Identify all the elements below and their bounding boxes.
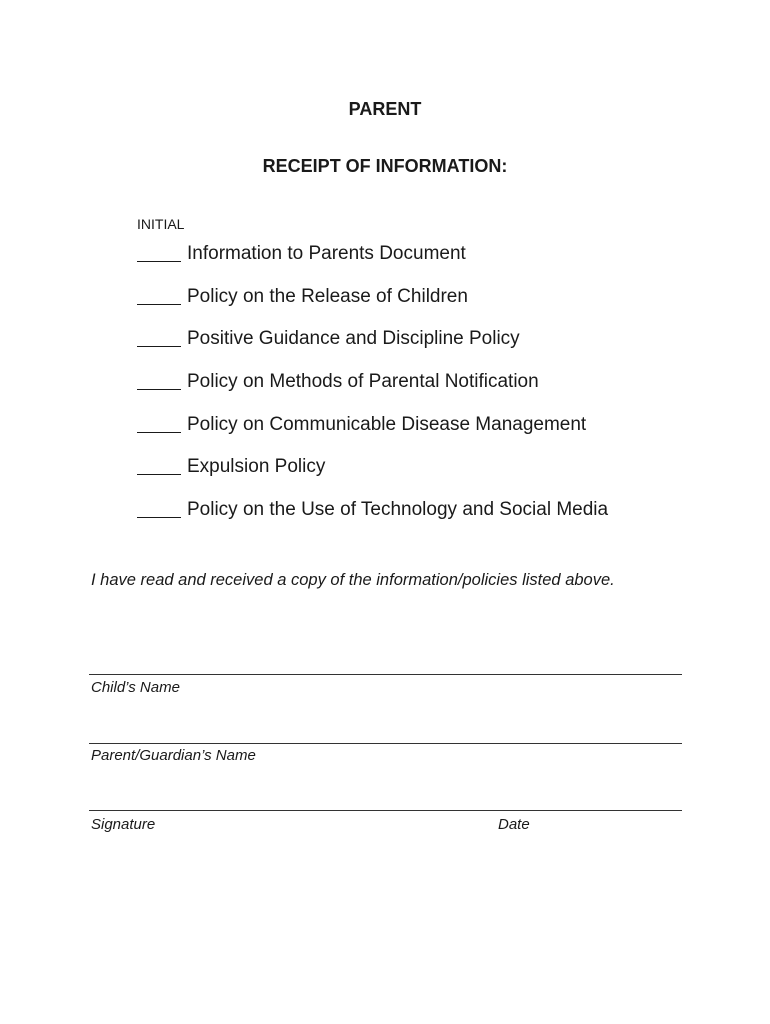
child-name-line[interactable] <box>89 674 682 675</box>
checklist-item-label: Policy on the Use of Technology and Social Media <box>187 499 609 521</box>
checklist-item <box>137 413 608 456</box>
checklist-item-label: Information to Parents Document <box>187 243 466 264</box>
checklist-item-label: Policy on the Release of Children <box>187 285 468 307</box>
initial-blank[interactable] <box>137 498 181 518</box>
document-title: PARENT <box>348 99 422 119</box>
checklist-item <box>137 370 608 413</box>
policy-checklist <box>137 242 608 541</box>
checklist-item <box>137 285 608 328</box>
signature-label: Signature <box>91 816 156 833</box>
initial-blank[interactable] <box>137 413 181 433</box>
initial-blank[interactable] <box>137 327 181 347</box>
checklist-item <box>137 498 608 541</box>
initial-blank[interactable] <box>137 455 181 475</box>
checklist-item-label: Policy on Communicable Disease Management <box>187 413 587 435</box>
checklist-item-label: Positive Guidance and Discipline Policy <box>187 328 520 350</box>
parent-name-label: Parent/Guardian’s Name <box>91 747 256 764</box>
initial-column-header: INITIAL <box>137 216 185 232</box>
child-name-label: Child’s Name <box>91 679 180 696</box>
checklist-item-label: Expulsion Policy <box>187 456 326 478</box>
initial-blank[interactable] <box>137 285 181 305</box>
initial-blank[interactable] <box>137 370 181 390</box>
checklist-item <box>137 327 608 370</box>
signature-line[interactable] <box>89 810 682 811</box>
date-label: Date <box>498 816 530 833</box>
document-subtitle: RECEIPT OF INFORMATION: <box>262 156 508 176</box>
parent-name-line[interactable] <box>89 743 682 744</box>
checklist-item <box>137 455 608 498</box>
checklist-item-label: Policy on Methods of Parental Notification <box>187 371 539 393</box>
acknowledgement-statement: I have read and received a copy of the information/policies listed above. <box>91 571 615 589</box>
checklist-item <box>137 242 608 285</box>
initial-blank[interactable] <box>137 242 181 262</box>
